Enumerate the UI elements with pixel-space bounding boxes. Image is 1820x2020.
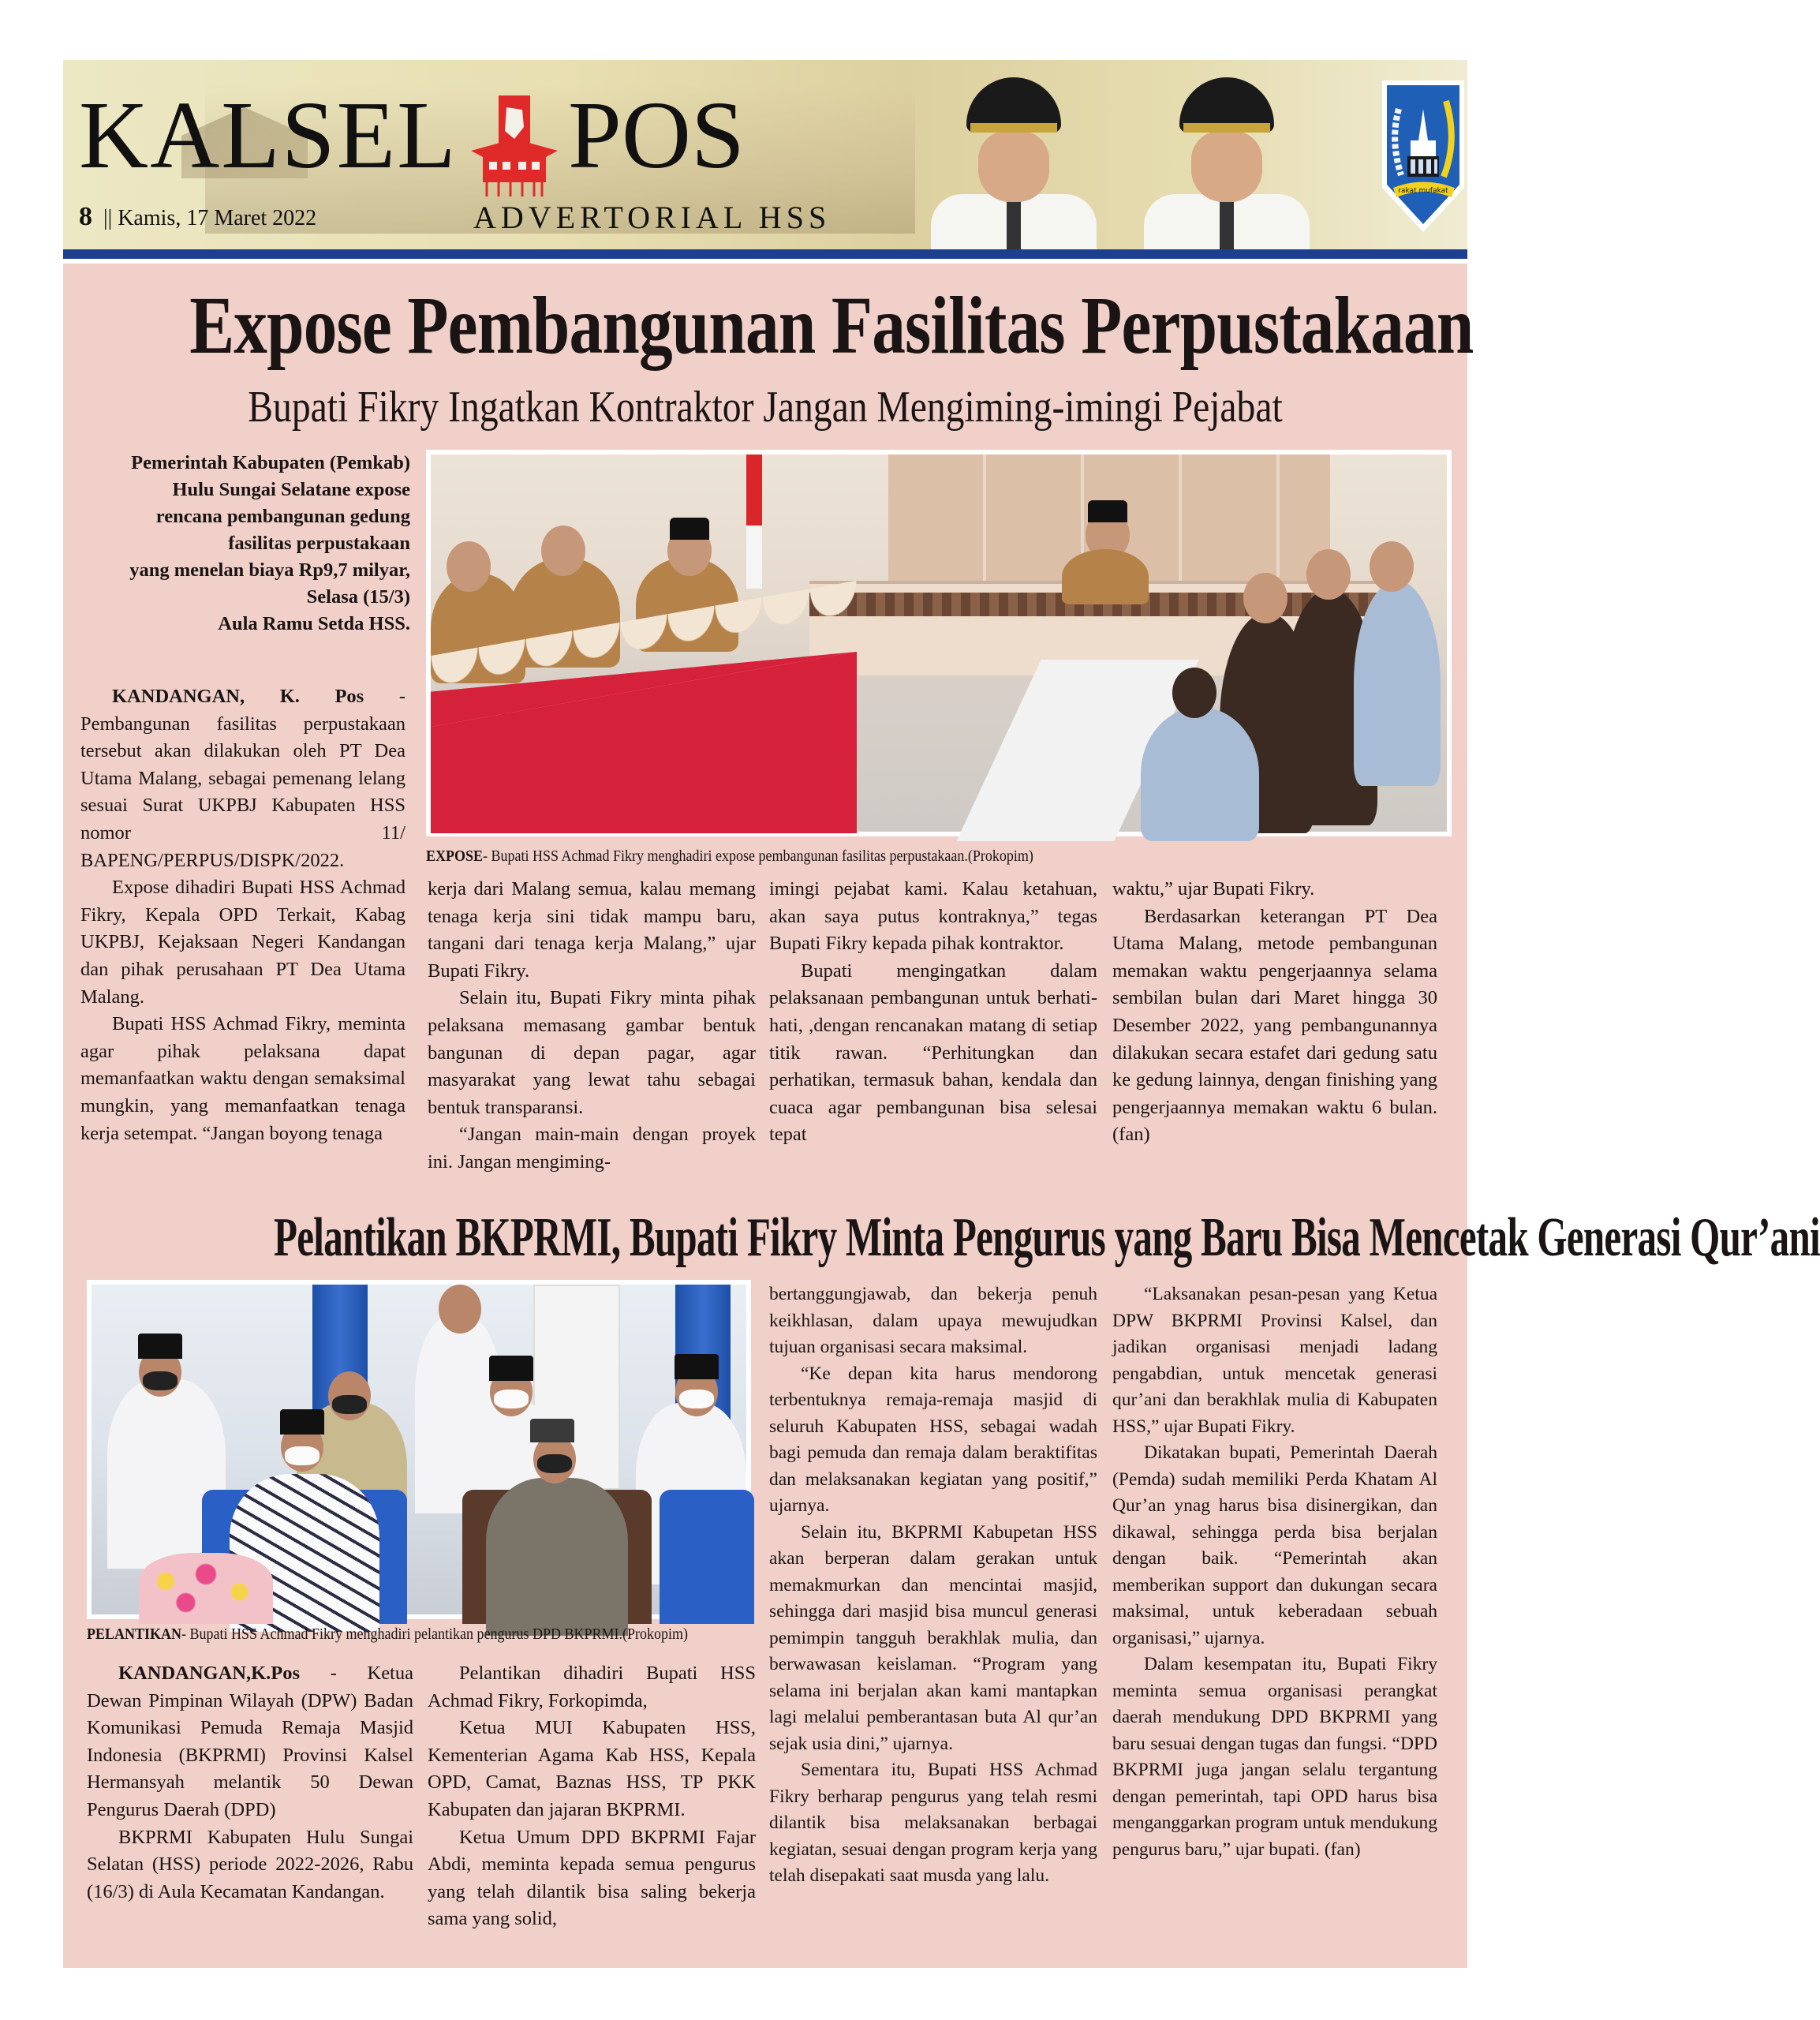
page-meta (79, 202, 316, 232)
article2-paragraph: Dikatakan bupati, Pemerintah Daerah (Pemda) sudah memiliki Perda Khatam Al Qur’an ynag harus bisa disinergikan, dan dikawal, sehingga perda bisa berjalan dengan baik. “Pemerintah akan memberikan support dan dukungan secara maksimal, untuk keberadaan sebuah organisasi,” ujarnya. (1112, 1442, 1437, 1648)
dateline: KANDANGAN, K. Pos (112, 686, 364, 707)
lead-line: Pemerintah Kabupaten (Pemkab) (131, 452, 410, 473)
section-label: ADVERTORIAL HSS (473, 200, 832, 235)
dateline: KANDANGAN,K.Pos (118, 1663, 301, 1684)
portrait-wakil-bupati (1136, 68, 1317, 249)
article1-subheadline: Bupati Fikry Ingatkan Kontraktor Jangan Mengiming-imingi Pejabat (248, 383, 1283, 432)
article1-column-3 (769, 876, 1097, 1149)
article2-paragraph: “Ke depan kita harus mendorong terbentuknya remaja-remaja masjid di seluruh Kabupaten HSS, sebagai wadah bagi pemuda dan remaja dalam beraktifitas dan melaksanakan kegiatan yang positif,” ujarnya. (769, 1363, 1097, 1516)
flag-icon (746, 454, 762, 526)
article2-column-1 (87, 1660, 413, 1906)
article2-paragraph: Dalam kesempatan itu, Bupati Fikry meminta semua organisasi perangkat daerah mendukung DPD BKPRMI yang baru sesuai dengan tugas dan fungsi. “DPD BKPRMI juga jangan selalu tergantung dengan pemerintah, tapi OPD harus bisa menganggarkan program untuk mendukung pengurus baru,” ujar bupati. (fan) (1112, 1654, 1437, 1860)
hss-regency-emblem-icon (1379, 77, 1467, 235)
article2-paragraph: Sementara itu, Bupati HSS Achmad Fikry berharap pengurus yang telah resmi dilantik bisa melaksanakan berbagai kegiatan, sesuai dengan program kerja yang telah disepakati saat musda yang lalu. (769, 1760, 1097, 1886)
article2-paragraph: Ketua Umum DPD BKPRMI Fajar Abdi, meminta kepada semua pengurus yang telah dilantik bisa saling bekerja sama yang solid, (428, 1826, 756, 1930)
article2-paragraph: “Laksanakan pesan-pesan yang Ketua DPW BKPRMI Provinsi Kalsel, dan jadikan organisasi menjadi ladang pengabdian, untuk mencetak generasi qur’ani dan berakhlak mulia di Kabupaten HSS,” ujar Bupati Fikry. (1112, 1284, 1437, 1437)
article2-paragraph: Pelantikan dihadiri Bupati HSS Achmad Fikry, Forkopimda, (428, 1663, 756, 1711)
article2-photo-caption: PELANTIKAN- Bupati HSS Achmad Fikry menghadiri pelantikan pengurus DPD BKPRMI.(Prokopim) (87, 1625, 688, 1643)
article1-headline: Expose Pembangunan Fasilitas Perpustakaan (189, 280, 1474, 371)
lead-line: rencana pembangunan gedung (155, 506, 410, 527)
article1-paragraph: Selain itu, Bupati Fikry minta pihak pelaksana memasang gambar bentuk bangunan di depan pagar, agar masyarakat yang lewat tahu sebagai bentuk transparansi. (428, 987, 756, 1118)
article2-paragraph: bertanggungjawab, dan bekerja penuh keikhlasan, dalam upaya mewujudkan tujuan organisasi secara maksimal. (769, 1284, 1097, 1357)
article1-paragraph: kerja dari Malang semua, kalau memang tenaga kerja sini tidak mampu baru, tangani dari tenaga kerja Malang,” ujar Bupati Fikry. (428, 878, 756, 982)
police-officer-figure (486, 1478, 628, 1636)
flower-arrangement (139, 1553, 273, 1624)
masthead (63, 60, 1467, 249)
lead-line: Hulu Sungai Selatane expose (172, 479, 410, 500)
article2-column-4 (1112, 1281, 1437, 1863)
article1-paragraph: waktu,” ujar Bupati Fikry. (1112, 878, 1315, 900)
article2-photo-inauguration (87, 1280, 751, 1619)
article1-paragraph: KANDANGAN, K. Pos - Pembangunan fasilitas perpustakaan tersebut akan dilakukan oleh PT Dea Utama Malang, sebagai pemenang lelang sesuai Surat UKPBJ Kabupaten HSS nomor 11/ BAPENG/PERPUS/DISPK/2022. (80, 686, 406, 871)
article1-paragraph: imingi pejabat kami. Kalau ketahuan, akan saya putus kontraknya,” tegas Bupati Fikry kepada pihak kontraktor. (769, 878, 1097, 955)
logo-text-kalsel: KALSEL (79, 82, 458, 189)
article1-photo-caption: EXPOSE- Bupati HSS Achmad Fikry menghadiri expose pembangunan fasilitas perpustakaan.(Prokopim) (426, 847, 1033, 865)
article1-paragraph: Bupati mengingatkan dalam pelaksanaan pembangunan untuk berhati-hati, ,dengan rencanakan matang di setiap titik rawan. “Perhitungkan dan perhatikan, termasuk bahan, kendala dan cuaca agar pembangunan bisa selesai tepat (769, 960, 1097, 1146)
article1-lead (79, 450, 410, 638)
article1-paragraph: Expose dihadiri Bupati HSS Achmad Fikry, Kepala OPD Terkait, Kabag UKPBJ, Kejaksaan Negeri Kandangan dan pihak perusahaan PT Dea Utama Malang. (80, 877, 405, 1008)
emblem-motto: rakat mufakat (1398, 187, 1448, 195)
article2-paragraph: KANDANGAN,K.Pos - Ketua Dewan Pimpinan Wilayah (DPW) Badan Komunikasi Pemuda Remaja Masjid Indonesia (BKPRMI) Provinsi Kalsel Hermansyah melantik 50 Dewan Pengurus Daerah (DPD) (87, 1663, 413, 1820)
logo-text-pos: POS (568, 82, 745, 189)
article1-column-1 (80, 683, 405, 1147)
article1-column-4 (1112, 876, 1437, 1149)
masthead-rule (63, 249, 1467, 259)
article1-paragraph: Bupati HSS Achmad Fikry, meminta agar pihak pelaksana dapat memanfaatkan waktu dengan semaksimal mungkin, yang memanfaatkan tenaga kerja setempat. “Jangan boyong tenaga (80, 1013, 405, 1144)
banjar-house-logo-icon (467, 95, 562, 198)
officials-portraits (923, 68, 1365, 249)
article1-paragraph: Berdasarkan keterangan PT Dea Utama Malang, metode pembangunan memakan waktu pengerjaannya selama sembilan bulan dari Maret hingga 30 Desember 2022, yang pembangunannya dilakukan secara estafet dari gedung satu ke gedung lainnya, dengan finishing yang pengerjaannya memakan waktu 6 bulan.(fan) (1112, 905, 1437, 1146)
lead-line: fasilitas perpustakaan (228, 533, 410, 554)
article1-photo-meeting (426, 450, 1452, 836)
newspaper-page-body (63, 264, 1820, 1968)
article1-column-2 (428, 876, 756, 1176)
lead-line: yang menelan biaya Rp9,7 milyar, (129, 559, 410, 581)
portrait-bupati (923, 68, 1104, 249)
article1-paragraph: “Jangan main-main dengan proyek ini. Jangan mengiming- (428, 1124, 756, 1173)
article2-column-2 (428, 1660, 756, 1933)
lead-line: Aula Ramu Setda HSS. (218, 613, 410, 634)
article2-column-3 (769, 1281, 1097, 1890)
page-number: 8 (79, 202, 92, 231)
article2-headline: Pelantikan BKPRMI, Bupati Fikry Minta Pengurus yang Baru Bisa Mencetak Generasi Qur’ani (274, 1207, 1820, 1268)
article2-paragraph: Ketua MUI Kabupaten HSS, Kementerian Agama Kab HSS, Kepala OPD, Camat, Baznas HSS, TP PKK Kabupaten dan jajaran BKPRMI. (428, 1717, 756, 1820)
issue-date: || Kamis, 17 Maret 2022 (103, 206, 317, 230)
article2-paragraph: BKPRMI Kabupaten Hulu Sungai Selatan (HSS) periode 2022-2026, Rabu (16/3) di Aula Kecamatan Kandangan. (87, 1826, 413, 1902)
lead-line: Selasa (15/3) (306, 586, 410, 608)
article2-paragraph: Selain itu, BKPRMI Kabupetan HSS akan berperan dalam gerakan untuk memakmurkan dan mencintai masjid, sehingga dari masjid bisa muncul generasi pemimpin tangguh berakhlak mulia, dan berwawasan keislaman. “Program yang selama ini berjalan akan kami mantapkan lagi melalui pemberantasan buta Al qur’an sejak usia dini,” ujarnya. (769, 1521, 1097, 1754)
